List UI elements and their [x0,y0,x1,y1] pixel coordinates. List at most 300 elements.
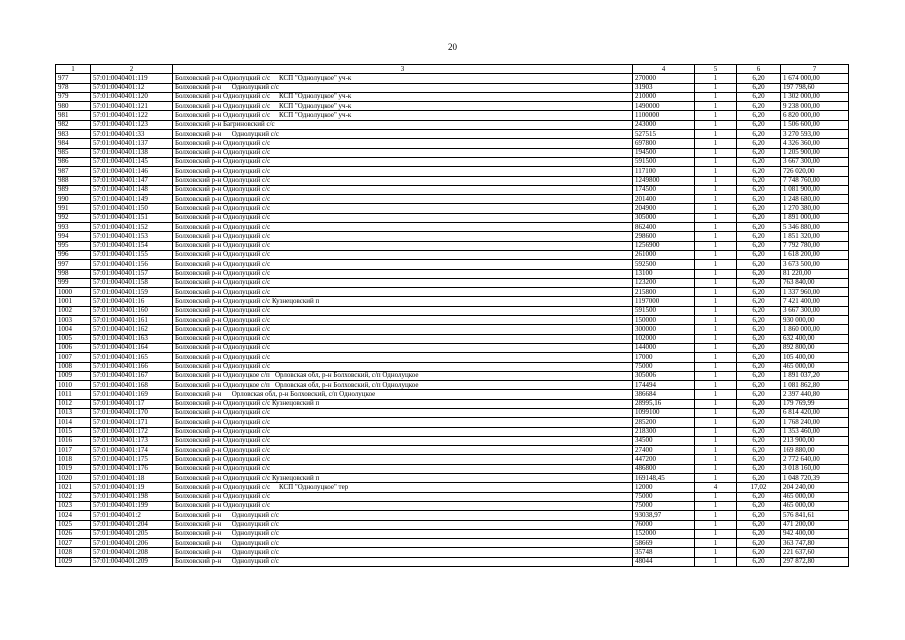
row-number-cell: 1010 [56,381,91,390]
row-number-cell: 984 [56,139,91,148]
address-cell: Болховский р-н Однолуцкий с/с [173,204,633,213]
sum-cell: 576 841,61 [781,511,849,520]
cadastral-number-cell: 57:01:0040401:151 [91,213,173,222]
area-cell: 34500 [633,436,695,445]
row-number-cell: 1020 [56,474,91,483]
cadastral-number-cell: 57:01:0040401:137 [91,139,173,148]
cadastral-number-cell: 57:01:0040401:120 [91,92,173,101]
area-cell: 28995,16 [633,399,695,408]
table-row [56,139,849,148]
cadastral-number-cell: 57:01:0040401:170 [91,408,173,417]
address-cell: Болховский р-н Однолуцкий с/с КСП "Однолуцкое" уч-к [173,92,633,101]
area-cell: 48044 [633,557,695,566]
address-cell: Болховский р-н Однолуцкий с/с [173,278,633,287]
area-cell: 117100 [633,167,695,176]
rate-cell: 6,20 [737,102,781,111]
table-row [56,408,849,417]
table-row [56,223,849,232]
count-cell: 1 [695,195,737,204]
rate-cell: 6,20 [737,288,781,297]
address-cell: Болховский р-н Однолуцкий с/с [173,334,633,343]
table-row [56,111,849,120]
cadastral-number-cell: 57:01:0040401:148 [91,185,173,194]
cadastral-number-cell: 57:01:0040401:161 [91,316,173,325]
area-cell: 58669 [633,539,695,548]
table-row [56,520,849,529]
address-cell: Болховский р-н Однолуцкий с/с [173,501,633,510]
count-cell: 1 [695,223,737,232]
address-cell: Болховский р-н Однолуцкий с/с Кузнецовский п [173,297,633,306]
cadastral-number-cell: 57:01:0040401:163 [91,334,173,343]
row-number-cell: 981 [56,111,91,120]
area-cell: 169148,45 [633,474,695,483]
table-row [56,455,849,464]
rate-cell: 6,20 [737,408,781,417]
rate-cell: 6,20 [737,232,781,241]
sum-cell: 1 353 460,00 [781,427,849,436]
table-row [56,464,849,473]
address-cell: Болховский р-н Однолуцкий с/с КСП "Однолуцкое" уч-к [173,74,633,83]
rate-cell: 6,20 [737,167,781,176]
rate-cell: 6,20 [737,250,781,259]
row-number-cell: 1026 [56,529,91,538]
area-cell: 144000 [633,343,695,352]
rate-cell: 17,02 [737,483,781,492]
cadastral-number-cell: 57:01:0040401:123 [91,120,173,129]
row-number-cell: 993 [56,223,91,232]
sum-cell: 942 400,00 [781,529,849,538]
row-number-cell: 1029 [56,557,91,566]
row-number-cell: 979 [56,92,91,101]
column-header: 2 [91,65,173,74]
rate-cell: 6,20 [737,529,781,538]
rate-cell: 6,20 [737,148,781,157]
address-cell: Болховский р-н Однолуцкий с/с [173,139,633,148]
column-number-row [56,65,849,74]
count-cell: 1 [695,427,737,436]
cadastral-number-cell: 57:01:0040401:138 [91,148,173,157]
address-cell: Болховский р-н Однолуцкий с/с [173,223,633,232]
cadastral-number-cell: 57:01:0040401:150 [91,204,173,213]
sum-cell: 4 326 360,00 [781,139,849,148]
cadastral-number-cell: 57:01:0040401:167 [91,371,173,380]
row-number-cell: 1028 [56,548,91,557]
rate-cell: 6,20 [737,195,781,204]
rate-cell: 6,20 [737,139,781,148]
cadastral-number-cell: 57:01:0040401:159 [91,288,173,297]
cadastral-number-cell: 57:01:0040401:152 [91,223,173,232]
area-cell: 1197000 [633,297,695,306]
sum-cell: 1 337 960,00 [781,288,849,297]
count-cell: 1 [695,381,737,390]
count-cell: 1 [695,176,737,185]
table-row [56,83,849,92]
count-cell: 1 [695,492,737,501]
area-cell: 243000 [633,120,695,129]
cadastral-number-cell: 57:01:0040401:18 [91,474,173,483]
address-cell: Болховский р-н Однолуцкий с/с Кузнецовский п [173,399,633,408]
sum-cell: 81 220,00 [781,269,849,278]
area-cell: 300000 [633,325,695,334]
table-row [56,427,849,436]
address-cell: Болховский р-н Однолуцкий с/с [173,343,633,352]
count-cell: 1 [695,204,737,213]
sum-cell: 105 400,00 [781,353,849,362]
cadastral-number-cell: 57:01:0040401:12 [91,83,173,92]
area-cell: 204900 [633,204,695,213]
area-cell: 261000 [633,250,695,259]
rate-cell: 6,20 [737,501,781,510]
rate-cell: 6,20 [737,120,781,129]
count-cell: 1 [695,288,737,297]
area-cell: 75000 [633,362,695,371]
table-row [56,511,849,520]
count-cell: 1 [695,74,737,83]
count-cell: 1 [695,362,737,371]
sum-cell: 465 000,00 [781,501,849,510]
sum-cell: 1 674 000,00 [781,74,849,83]
row-number-cell: 1019 [56,464,91,473]
row-number-cell: 1011 [56,390,91,399]
sum-cell: 2 772 640,00 [781,455,849,464]
sum-cell: 726 020,00 [781,167,849,176]
rate-cell: 6,20 [737,278,781,287]
area-cell: 270000 [633,74,695,83]
rate-cell: 6,20 [737,204,781,213]
row-number-cell: 988 [56,176,91,185]
rate-cell: 6,20 [737,520,781,529]
address-cell: Болховский р-н Однолуцкий с/с [173,464,633,473]
table-row [56,157,849,166]
cadastral-number-cell: 57:01:0040401:199 [91,501,173,510]
area-cell: 1490000 [633,102,695,111]
rate-cell: 6,20 [737,371,781,380]
row-number-cell: 1016 [56,436,91,445]
cadastral-number-cell: 57:01:0040401:119 [91,74,173,83]
sum-cell: 471 200,00 [781,520,849,529]
row-number-cell: 1013 [56,408,91,417]
sum-cell: 1 248 680,00 [781,195,849,204]
cadastral-number-cell: 57:01:0040401:145 [91,157,173,166]
rate-cell: 6,20 [737,381,781,390]
address-cell: Болховский р-н Однолуцкий с/с [173,511,633,520]
row-number-cell: 1005 [56,334,91,343]
table-row [56,241,849,250]
row-number-cell: 998 [56,269,91,278]
rate-cell: 6,20 [737,260,781,269]
count-cell: 1 [695,474,737,483]
cadastral-number-cell: 57:01:0040401:17 [91,399,173,408]
count-cell: 1 [695,520,737,529]
rate-cell: 6,20 [737,436,781,445]
count-cell: 1 [695,343,737,352]
sum-cell: 1 860 000,00 [781,325,849,334]
count-cell: 1 [695,241,737,250]
address-cell: Болховский р-н Однолуцкое с/п Орловская обл, р-н Болховский, с/п Однолуцкое [173,381,633,390]
count-cell: 1 [695,408,737,417]
area-cell: 697800 [633,139,695,148]
sum-cell: 2 397 440,80 [781,390,849,399]
sum-cell: 204 240,00 [781,483,849,492]
area-cell: 13100 [633,269,695,278]
table-row [56,120,849,129]
rate-cell: 6,20 [737,241,781,250]
count-cell: 1 [695,464,737,473]
table-row [56,269,849,278]
row-number-cell: 1027 [56,539,91,548]
column-header: 1 [56,65,91,74]
cadastral-number-cell: 57:01:0040401:206 [91,539,173,548]
sum-cell: 297 872,80 [781,557,849,566]
row-number-cell: 1022 [56,492,91,501]
count-cell: 1 [695,167,737,176]
cadastral-number-cell: 57:01:0040401:208 [91,548,173,557]
area-cell: 76000 [633,520,695,529]
address-cell: Болховский р-н Однолуцкий с/с [173,241,633,250]
rate-cell: 6,20 [737,427,781,436]
rate-cell: 6,20 [737,316,781,325]
cadastral-number-cell: 57:01:0040401:158 [91,278,173,287]
register-table [55,64,849,567]
count-cell: 1 [695,102,737,111]
column-header: 4 [633,65,695,74]
area-cell: 591500 [633,306,695,315]
cadastral-number-cell: 57:01:0040401:157 [91,269,173,278]
rate-cell: 6,20 [737,353,781,362]
sum-cell: 7 748 760,00 [781,176,849,185]
table-row [56,436,849,445]
row-number-cell: 1014 [56,418,91,427]
count-cell: 1 [695,306,737,315]
sum-cell: 363 747,80 [781,539,849,548]
cadastral-number-cell: 57:01:0040401:168 [91,381,173,390]
count-cell: 1 [695,130,737,139]
area-cell: 1099100 [633,408,695,417]
rate-cell: 6,20 [737,185,781,194]
table-row [56,474,849,483]
sum-cell: 1 891 037,20 [781,371,849,380]
address-cell: Болховский р-н Однолуцкий с/с [173,232,633,241]
row-number-cell: 995 [56,241,91,250]
rate-cell: 6,20 [737,548,781,557]
cadastral-number-cell: 57:01:0040401:122 [91,111,173,120]
table-row [56,316,849,325]
address-cell: Болховский р-н Однолуцкий с/с [173,455,633,464]
row-number-cell: 978 [56,83,91,92]
table-row [56,529,849,538]
sum-cell: 1 270 380,00 [781,204,849,213]
area-cell: 123200 [633,278,695,287]
area-cell: 201400 [633,195,695,204]
row-number-cell: 989 [56,185,91,194]
sum-cell: 1 618 200,00 [781,250,849,259]
sum-cell: 5 346 880,00 [781,223,849,232]
count-cell: 1 [695,250,737,259]
table-row [56,371,849,380]
row-number-cell: 1023 [56,501,91,510]
area-cell: 298600 [633,232,695,241]
row-number-cell: 1009 [56,371,91,380]
count-cell: 1 [695,548,737,557]
cadastral-number-cell: 57:01:0040401:176 [91,464,173,473]
address-cell: Болховский р-н Однолуцкий с/с [173,316,633,325]
cadastral-number-cell: 57:01:0040401:16 [91,297,173,306]
sum-cell: 1 891 000,00 [781,213,849,222]
count-cell: 1 [695,139,737,148]
area-cell: 218300 [633,427,695,436]
count-cell: 1 [695,353,737,362]
count-cell: 1 [695,529,737,538]
sum-cell: 169 880,00 [781,446,849,455]
sum-cell: 3 673 500,00 [781,260,849,269]
table-row [56,102,849,111]
row-number-cell: 996 [56,250,91,259]
row-number-cell: 997 [56,260,91,269]
area-cell: 174500 [633,185,695,194]
address-cell: Болховский р-н Однолуцкий с/с [173,195,633,204]
count-cell: 1 [695,501,737,510]
sum-cell: 1 081 862,80 [781,381,849,390]
table-row [56,492,849,501]
table-row [56,353,849,362]
table-row [56,381,849,390]
address-cell: Болховский р-н Однолуцкий с/с [173,408,633,417]
rate-cell: 6,20 [737,390,781,399]
cadastral-number-cell: 57:01:0040401:146 [91,167,173,176]
row-number-cell: 1015 [56,427,91,436]
area-cell: 1100000 [633,111,695,120]
cadastral-number-cell: 57:01:0040401:174 [91,446,173,455]
row-number-cell: 982 [56,120,91,129]
table-row [56,130,849,139]
sum-cell: 197 798,60 [781,83,849,92]
cadastral-number-cell: 57:01:0040401:155 [91,250,173,259]
area-cell: 102000 [633,334,695,343]
address-cell: Болховский р-н Однолуцкий с/с [173,325,633,334]
area-cell: 486800 [633,464,695,473]
table-row [56,278,849,287]
row-number-cell: 986 [56,157,91,166]
row-number-cell: 992 [56,213,91,222]
page-number: 20 [448,42,457,52]
rate-cell: 6,20 [737,83,781,92]
row-number-cell: 1012 [56,399,91,408]
address-cell: Болховский р-н Однолуцкий с/с [173,529,633,538]
cadastral-number-cell: 57:01:0040401:149 [91,195,173,204]
row-number-cell: 1004 [56,325,91,334]
area-cell: 75000 [633,492,695,501]
area-cell: 305006 [633,371,695,380]
rate-cell: 6,20 [737,157,781,166]
count-cell: 1 [695,111,737,120]
row-number-cell: 991 [56,204,91,213]
sum-cell: 3 270 593,00 [781,130,849,139]
address-cell: Болховский р-н Однолуцкий с/с [173,520,633,529]
column-header: 6 [737,65,781,74]
sum-cell: 465 000,00 [781,362,849,371]
count-cell: 1 [695,185,737,194]
rate-cell: 6,20 [737,92,781,101]
count-cell: 1 [695,325,737,334]
address-cell: Болховский р-н Однолуцкий с/с [173,167,633,176]
area-cell: 210000 [633,92,695,101]
address-cell: Болховский р-н Однолуцкий с/с [173,83,633,92]
row-number-cell: 985 [56,148,91,157]
rate-cell: 6,20 [737,213,781,222]
area-cell: 27400 [633,446,695,455]
row-number-cell: 990 [56,195,91,204]
count-cell: 1 [695,232,737,241]
count-cell: 1 [695,148,737,157]
area-cell: 35748 [633,548,695,557]
address-cell: Болховский р-н Однолуцкий с/с [173,288,633,297]
area-cell: 862400 [633,223,695,232]
address-cell: Болховский р-н Однолуцкий с/с [173,446,633,455]
cadastral-number-cell: 57:01:0040401:162 [91,325,173,334]
rate-cell: 6,20 [737,399,781,408]
area-cell: 31903 [633,83,695,92]
table-row [56,418,849,427]
table-row [56,483,849,492]
address-cell: Болховский р-н Однолуцкий с/с [173,185,633,194]
table-row [56,260,849,269]
address-cell: Болховский р-н Однолуцкий с/с [173,539,633,548]
sum-cell: 930 000,00 [781,316,849,325]
cadastral-number-cell: 57:01:0040401:156 [91,260,173,269]
count-cell: 1 [695,557,737,566]
table-row [56,343,849,352]
rate-cell: 6,20 [737,539,781,548]
count-cell: 1 [695,260,737,269]
address-cell: Болховский р-н Однолуцкий с/с [173,157,633,166]
count-cell: 1 [695,213,737,222]
table-row [56,185,849,194]
cadastral-number-cell: 57:01:0040401:160 [91,306,173,315]
cadastral-number-cell: 57:01:0040401:147 [91,176,173,185]
column-header: 3 [173,65,633,74]
area-cell: 150000 [633,316,695,325]
count-cell: 1 [695,334,737,343]
rate-cell: 6,20 [737,362,781,371]
address-cell: Болховский р-н Однолуцкий с/с [173,306,633,315]
table-row [56,399,849,408]
row-number-cell: 1008 [56,362,91,371]
sum-cell: 6 814 420,00 [781,408,849,417]
count-cell: 1 [695,83,737,92]
sum-cell: 1 768 240,00 [781,418,849,427]
area-cell: 592500 [633,260,695,269]
sum-cell: 1 302 000,00 [781,92,849,101]
cadastral-number-cell: 57:01:0040401:33 [91,130,173,139]
address-cell: Болховский р-н Однолуцкий с/с [173,213,633,222]
row-number-cell: 977 [56,74,91,83]
table-row [56,297,849,306]
count-cell: 1 [695,120,737,129]
cadastral-number-cell: 57:01:0040401:121 [91,102,173,111]
rate-cell: 6,20 [737,325,781,334]
sum-cell: 179 769,99 [781,399,849,408]
row-number-cell: 980 [56,102,91,111]
table-row [56,74,849,83]
count-cell: 1 [695,511,737,520]
row-number-cell: 987 [56,167,91,176]
rate-cell: 6,20 [737,111,781,120]
address-cell: Болховский р-н Однолуцкий с/с [173,148,633,157]
rate-cell: 6,20 [737,557,781,566]
address-cell: Болховский р-н Однолуцкий с/с [173,176,633,185]
cadastral-number-cell: 57:01:0040401:169 [91,390,173,399]
table-row [56,325,849,334]
